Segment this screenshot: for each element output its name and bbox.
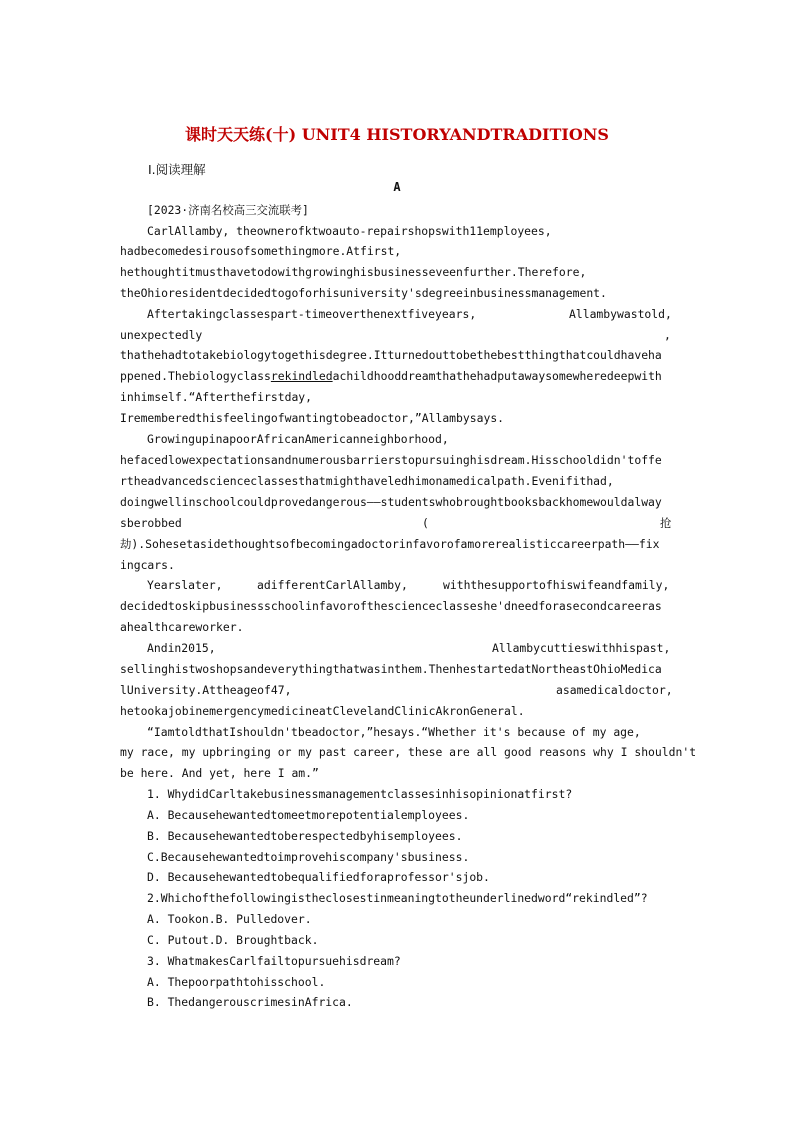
text-span: adifferentCarlAllamby, [257, 578, 408, 592]
text-span: withthesupportofhiswifeandfamily, [443, 578, 670, 592]
text-span: 抢 [660, 516, 672, 530]
paragraph-line [147, 638, 674, 658]
paragraph-line: ahealthcareworker. [120, 620, 244, 634]
option-line: C. Putout.D. Broughtback. [147, 933, 319, 947]
paragraph-line: inhimself.“Afterthefirstday, [120, 390, 313, 404]
paragraph-line: hadbecomedesirousofsomethingmore.Atfirst, [120, 244, 402, 258]
paragraph-line [120, 366, 674, 386]
option-line: D. Becausehewantedtobequalifiedforaprofessor'sjob. [147, 870, 490, 884]
question-line: 2.Whichofthefollowingistheclosestinmeaningtotheunderlinedword“rekindled”? [147, 891, 648, 905]
paragraph-line: 劫).Sohesetasidethoughtsofbecomingadoctorinfavorofamorerealisticcareerpath——fix [120, 537, 660, 551]
source-note: [2023·济南名校高三交流联考] [147, 203, 309, 217]
option-line: A. Becausehewantedtomeetmorepotentialemployees. [147, 808, 470, 822]
text-span: asamedicaldoctor, [556, 683, 673, 697]
paragraph-line [147, 304, 674, 324]
paragraph-line: my race, my upbringing or my past career, these are all good reasons why I shouldn't [120, 745, 697, 759]
paragraph-line [120, 513, 674, 533]
paragraph-line: ingcars. [120, 558, 175, 572]
paragraph-line [120, 325, 674, 345]
paragraph-line: decidedtoskipbusinessschoolinfavorofthescienceclasseshe'dneedforasecondcareeras [120, 599, 662, 613]
text-span: Allambycuttieswithhispast, [492, 641, 671, 655]
paragraph-line: GrowingupinapoorAfricanAmericanneighborhood, [147, 432, 449, 446]
text-span: unexpectedly [120, 328, 203, 342]
option-line: C.Becausehewantedtoimprovehiscompany'sbusiness. [147, 850, 470, 864]
section-heading: Ⅰ.阅读理解 [148, 162, 206, 177]
text-span: ppened.Thebiologyclass [120, 369, 271, 383]
text-span: Allambywastold, [569, 307, 672, 321]
paragraph-line: doingwellinschoolcouldprovedangerous——studentswhobroughtbooksbackhomewouldalway [120, 495, 662, 509]
option-line: B. Becausehewantedtoberespectedbyhisemployees. [147, 829, 463, 843]
paragraph-line [147, 575, 674, 595]
paragraph-line: hetookajobinemergencymedicineatClevelandClinicAkronGeneral. [120, 704, 525, 718]
paragraph-line: rtheadvancedscienceclassesthatmighthaveledhimonamedicalpath.Evenifithad, [120, 474, 614, 488]
page-title: 课时天天练(十) UNIT4 HISTORYANDTRADITIONS [185, 125, 609, 144]
paragraph-line: thathehadtotakebiologytogethisdegree.Itturnedouttobethebestthingthatcouldhaveha [120, 348, 662, 362]
option-line: A. Tookon.B. Pulledover. [147, 912, 312, 926]
text-span: Aftertakingclassespart-timeoverthenextfiveyears, [147, 307, 477, 321]
paragraph-line: hefacedlowexpectationsandnumerousbarrierstopursuinghisdream.Hisschooldidn'toffe [120, 453, 662, 467]
underlined-word: rekindled [270, 369, 333, 383]
text-span: lUniversity.Attheageof47, [120, 683, 292, 697]
passage-label: A [393, 180, 401, 194]
text-span: Yearslater, [147, 578, 223, 592]
paragraph-line: CarlAllamby, theownerofktwoauto-repairshopswith11employees, [147, 224, 552, 238]
paragraph-line: hethoughtitmusthavetodowithgrowinghisbusinesseveenfurther.Therefore, [120, 265, 587, 279]
text-span: sberobbed [120, 516, 182, 530]
text-span: ( [422, 516, 429, 530]
option-line: A. Thepoorpathtohisschool. [147, 975, 326, 989]
paragraph-line: “IamtoldthatIshouldn'tbeadoctor,”hesays.“Whether it's because of my age, [147, 725, 641, 739]
paragraph-line: sellinghistwoshopsandeverythingthatwasinthem.ThenhestartedatNortheastOhioMedica [120, 662, 662, 676]
paragraph-line: be here. And yet, here I am.” [120, 766, 319, 780]
paragraph-line: theOhioresidentdecidedtogoforhisuniversity'sdegreeinbusinessmanagement. [120, 286, 607, 300]
question-line: 1. WhydidCarltakebusinessmanagementclassesinhisopinionatfirst? [147, 787, 573, 801]
paragraph-line [120, 680, 674, 700]
option-line: B. ThedangerouscrimesinAfrica. [147, 995, 353, 1009]
question-line: 3. WhatmakesCarlfailtopursuehisdream? [147, 954, 401, 968]
text-span: Andin2015, [147, 641, 216, 655]
text-span: achildhooddreamthathehadputawaysomewheredeepwith [332, 369, 662, 383]
paragraph-line: Irememberedthisfeelingofwantingtobeadoctor,”Allambysays. [120, 411, 505, 425]
text-span: , [664, 328, 671, 342]
